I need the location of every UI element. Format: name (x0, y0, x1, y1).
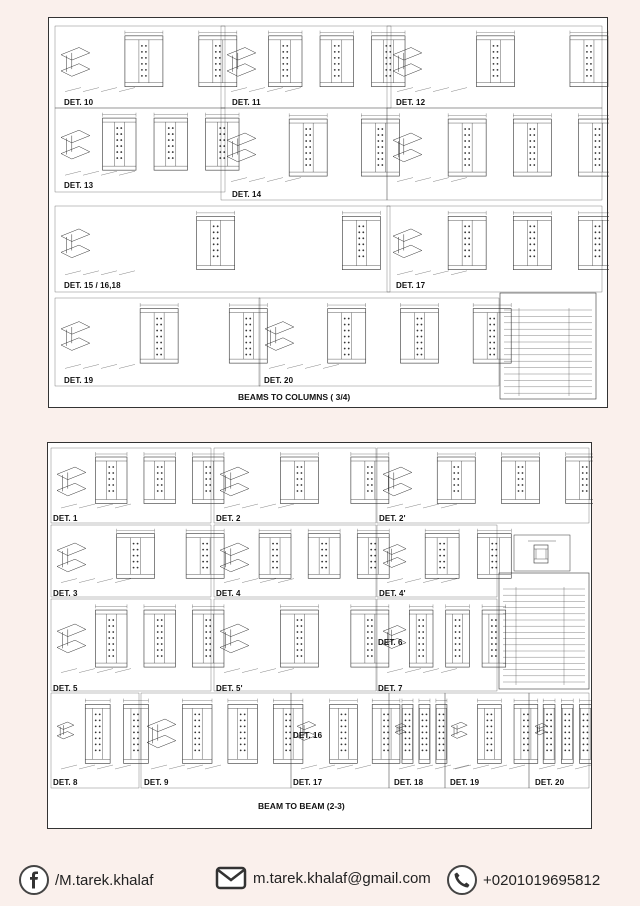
facebook-contact[interactable] (19, 865, 153, 895)
facebook-icon (19, 865, 49, 895)
detail-label: DET. 10 (64, 98, 94, 107)
phone-number: +0201019695812 (483, 871, 601, 889)
drawing-sheet-beams-to-columns (48, 17, 608, 408)
detail-label: DET. 4 (216, 589, 241, 598)
detail-label: DET. 15 / 16,18 (64, 281, 121, 290)
detail-label: DET. 16 (293, 731, 323, 740)
detail-label: DET. 17 (293, 778, 323, 787)
detail-label: DET. 8 (53, 778, 78, 787)
detail-label: DET. 20 (535, 778, 565, 787)
detail-label: DET. 1 (53, 514, 78, 523)
phone-icon (447, 865, 477, 895)
detail-label: DET. 6 (378, 638, 403, 647)
detail-label: DET. 2' (379, 514, 406, 523)
detail-label: DET. 7 (378, 684, 403, 693)
drawing-sheet-beam-to-beam (47, 442, 592, 829)
sheet-title: BEAMS TO COLUMNS ( 3/4) (238, 392, 351, 402)
detail-label: DET. 12 (396, 98, 426, 107)
detail-label: DET. 5' (216, 684, 243, 693)
facebook-handle: /M.tarek.khalaf (55, 871, 154, 889)
envelope-icon (215, 865, 247, 891)
detail-label: DET. 20 (264, 376, 294, 385)
detail-label: DET. 18 (394, 778, 424, 787)
detail-label: DET. 3 (53, 589, 78, 598)
email-address: m.tarek.khalaf@gmail.com (253, 869, 431, 887)
detail-label: DET. 19 (64, 376, 94, 385)
phone-contact[interactable] (447, 865, 600, 895)
email-contact[interactable] (215, 865, 431, 891)
sheet2-linework (48, 443, 593, 830)
detail-label: DET. 5 (53, 684, 78, 693)
detail-label: DET. 11 (232, 98, 261, 107)
detail-label: DET. 13 (64, 181, 94, 190)
detail-label: DET. 19 (450, 778, 480, 787)
detail-label: DET. 9 (144, 778, 169, 787)
detail-label: DET. 2 (216, 514, 241, 523)
sheet1-linework (49, 18, 609, 409)
detail-label: DET. 4' (379, 589, 406, 598)
detail-label: DET. 17 (396, 281, 426, 290)
detail-label: DET. 14 (232, 190, 262, 199)
sheet-title: BEAM TO BEAM (2-3) (258, 801, 345, 811)
